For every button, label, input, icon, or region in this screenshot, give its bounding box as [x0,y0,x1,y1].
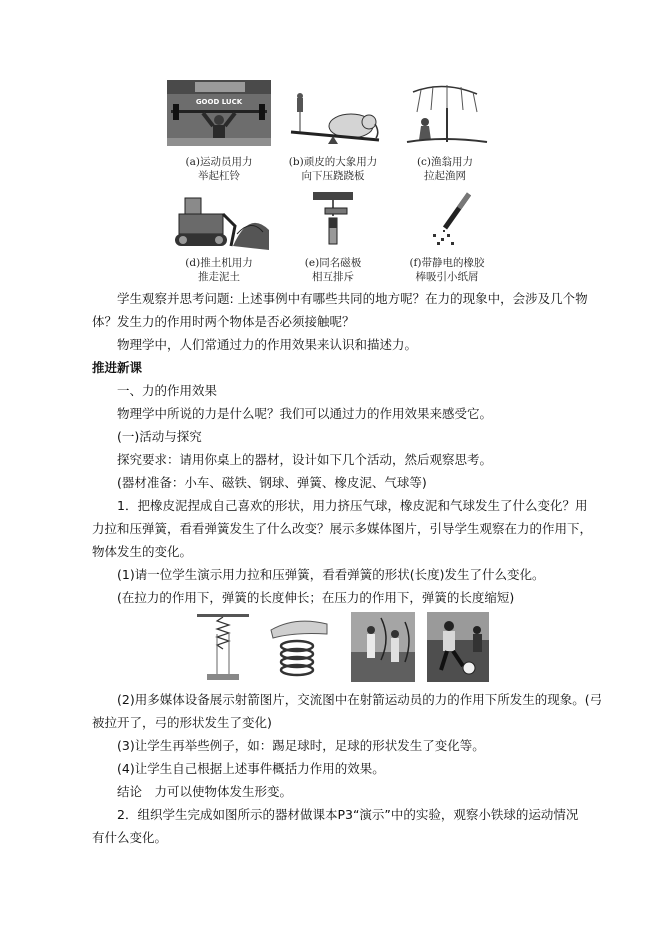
conclusion: 结论 力可以使物体发生形变。 [117,784,293,799]
item1-sub1: (1)请一位学生演示用力拉和压弹簧，看看弹簧的形状(长度)发生了什么变化。 [117,567,545,582]
paragraph-physics-intro: 物理学中，人们常通过力的作用效果来认识和描述力。 [117,337,418,352]
subheading-activity: (一)活动与探究 [117,429,202,444]
item1-line2: 力拉和压弹簧，看看弹簧发生了什么改变？展示多媒体图片，引导学生观察在力的作用下， [92,521,593,536]
caption-d-line1: (d)推土机用力 [185,257,253,269]
caption-f [397,256,497,284]
caption-c [395,155,495,183]
item2-line2: 有什么变化。 [92,830,168,845]
paragraph-observe-line2: 体？发生力的作用时两个物体是否必须接触呢？ [92,314,355,329]
caption-e-line2: 相互排斥 [312,271,354,283]
spring-pull-illustration [195,612,251,682]
caption-b [275,155,391,183]
item1-line1: 1．把橡皮泥捏成自己喜欢的形状，用力挤压气球，橡皮泥和气球发生了什么变化？用 [117,498,588,513]
subheading-force-effects: 一、力的作用效果 [117,383,218,398]
item2-line1: 2．组织学生完成如图所示的器材做课本P3“演示”中的实验，观察小铁球的运动情况 [117,807,579,822]
force-examples-figure [165,78,495,283]
deformation-figure [195,612,490,684]
section-heading-new-lesson: 推进新课 [92,360,143,375]
caption-a-line2: 举起杠铃 [198,170,240,182]
caption-a-line1: (a)运动员用力 [185,156,253,168]
item1-sub2-line2: 被拉开了，弓的形状发生了变化) [92,715,272,730]
caption-b-line1: (b)顽皮的大象用力 [288,156,378,168]
caption-f-line1: (f)带静电的橡胶 [409,257,485,269]
soccer-photo [427,612,489,682]
item1-sub1-answer: (在拉力的作用下，弹簧的长度伸长；在压力的作用下，弹簧的长度缩短) [117,590,515,605]
weightlifter-photo [167,80,271,146]
paragraph-observe-line1: 学生观察并思考问题: 上述事例中有哪些共同的地方呢？在力的现象中，会涉及几个物 [117,291,588,306]
item1-sub4: (4)让学生自己根据上述事件概括力作用的效果。 [117,761,385,776]
elephant-seesaw-illustration [283,92,383,146]
item1-sub2-line1: (2)用多媒体设备展示射箭图片，交流图中在射箭运动员的力的作用下所发生的现象。(弓 [117,692,603,707]
caption-e [283,256,383,284]
archery-photo [351,612,415,682]
caption-a [165,155,273,183]
item1-line3: 物体发生的变化。 [92,544,193,559]
caption-c-line2: 拉起渔网 [424,170,466,182]
banner-text: GOOD LUCK [195,98,243,106]
fisherman-net-illustration [403,82,491,146]
paragraph-equipment: (器材准备：小车、磁铁、钢球、弹簧、橡皮泥、气球等) [117,475,427,490]
spring-press-illustration [265,612,333,682]
caption-f-line2: 棒吸引小纸屑 [415,271,479,283]
caption-d-line2: 推走泥土 [198,271,240,283]
caption-b-line2: 向下压跷跷板 [301,170,365,182]
paragraph-inquiry-requirement: 探究要求：请用你桌上的器材，设计如下几个活动，然后观察思考。 [117,452,493,467]
item1-sub3: (3)让学生再举些例子，如：踢足球时，足球的形状发生了变化等。 [117,738,485,753]
magnets-illustration [303,186,363,252]
caption-e-line1: (e)同名磁极 [304,257,362,269]
bulldozer-illustration [165,190,273,254]
caption-c-line1: (c)渔翁用力 [416,156,474,168]
paragraph-what-is-force: 物理学中所说的力是什么呢？我们可以通过力的作用效果来感受它。 [117,406,493,421]
caption-d [165,256,273,284]
charged-rod-illustration [423,188,483,252]
